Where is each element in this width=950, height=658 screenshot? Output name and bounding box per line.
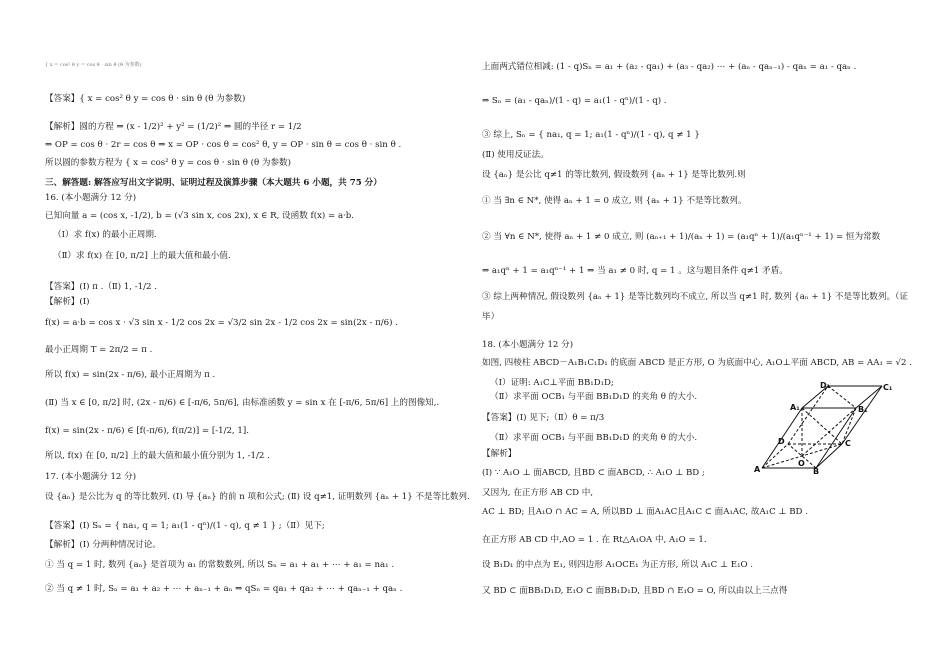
prism-diagram [754,382,914,474]
left-text-line: f(x) = sin(2x - π/6) ∈ [f(-π/6), f(π/2)] = [-1/2, 1]. [45,426,249,436]
right-column [482,0,922,658]
label-C1: C₁ [883,383,893,392]
right-text-line: ② 当 ∀n ∈ N*, 使得 aₙ + 1 ≠ 0 成立, 则 (aₙ₊₁ + 1)/(aₙ + 1) = (a₁qⁿ + 1)/(a₁qⁿ⁻¹ + 1) = 恒为常数 [482,232,881,242]
right-text-line: 又因为, 在正方形 AB CD 中, [482,488,594,498]
left-text-line: f(x) = a·b = cos x · √3 sin x - 1/2 cos 2x = √3/2 sin 2x - 1/2 cos 2x = sin(2x - π/6) . [45,318,398,328]
left-text-line: 【答案】(Ⅰ) Sₙ = { na₁, q = 1; a₁(1 - qⁿ)/(1 - q), q ≠ 1 } ;（Ⅱ）见下; [45,521,325,531]
label-D: D [778,437,785,446]
left-text-line: 【解析】(Ⅰ) [45,297,90,307]
left-text-line: 【答案】{ x = cos² θ y = cos θ · sin θ (θ 为参数) [45,94,246,104]
right-text-line: （Ⅱ）求平面 OCB₁ 与平面 BB₁D₁D 的夹角 θ 的大小. [490,392,698,402]
left-column [45,0,485,658]
left-text-line: 17. (本小题满分 12 分) [45,472,137,482]
label-C: C [845,439,851,448]
left-text-line: 所以 f(x) = sin(2x - π/6), 最小正周期为 π . [45,370,216,380]
left-text-line: 16. (本小题满分 12 分) [45,193,137,203]
left-text-line: ② 当 q ≠ 1 时, Sₙ = a₁ + a₂ + ⋯ + aₙ₋₁ + aₙ ⇒ qSₙ = qa₁ + qa₂ + ⋯ + qaₙ₋₁ + qaₙ . [45,584,403,594]
right-text-line: ③ 综上, Sₙ = { na₁, q = 1; a₁(1 - qⁿ)/(1 - q), q ≠ 1 } [482,130,700,140]
left-text-line: (Ⅱ) 当 x ∈ [0, π/2] 时, (2x - π/6) ∈ [-π/6, 5π/6], 由标准函数 y = sin x 在 [-π/6, 5π/6] 上的图像知,. [45,398,440,408]
left-text-line: 所以, f(x) 在 [0, π/2] 上的最大值和最小值分别为 1, -1/2 . [45,451,270,461]
edge-DD1 [788,386,828,444]
label-A: A [754,465,761,474]
right-text-line: 如图, 四棱柱 ABCD－A₁B₁C₁D₁ 的底面 ABCD 是正方形, O 为底面中心, A₁O⊥平面 ABCD, AB = AA₁ = √2 . [482,358,912,368]
left-text-line: ⇒ OP = cos θ · 2r = cos θ ⇒ x = OP · cos θ = cos² θ, y = OP · sin θ = cos θ · sin θ . [45,140,402,150]
left-text-line: 设 {aₙ} 是公比为 q 的等比数列. (Ⅰ) 导 {aₙ} 的前 n 项和公式; (Ⅱ) 设 q≠1, 证明数列 {aₙ + 1} 不是等比数列. [45,492,470,502]
right-text-line: （Ⅱ）求平面 OCB₁ 与平面 BB₁D₁D 的夹角 θ 的大小. [490,433,698,443]
label-B: B [813,467,820,474]
right-text-line: (Ⅱ) 使用反证法。 [482,150,549,160]
right-text-line: 上面两式错位相减: (1 - q)Sₙ = a₁ + (a₂ - qa₁) + (a₃ - qa₂) ⋯ + (aₙ - qaₙ₋₁) - qaₙ = a₁ - qaₙ . [482,62,857,72]
left-text-line: （Ⅰ）求 f(x) 的最小正周期. [53,230,157,240]
right-text-line: 【解析】 [482,449,517,459]
left-text-line: （Ⅱ）求 f(x) 在 [0, π/2] 上的最大值和最小值. [53,251,231,261]
left-text-line: ① 当 q = 1 时, 数列 {aₙ} 是首项为 a₁ 的常数数列, 所以 Sₙ = a₁ + a₁ + ⋯ + a₁ = na₁ . [45,560,395,570]
left-text-line: { x = cos² θ y = cos θ · sin θ (θ 为参数) [45,62,142,68]
label-B1: B₁ [858,405,868,414]
left-text-line: 【解析】(Ⅰ) 分两种情况讨论。 [45,540,161,550]
left-text-line: 【答案】(Ⅰ) π .（Ⅱ) 1, -1/2 . [45,282,157,292]
right-text-line: （Ⅰ）证明: A₁C⊥平面 BB₁D₁D; [490,378,614,388]
right-text-line: ③ 综上两种情况, 假设数列 {aₙ + 1} 是等比数列均不成立, 所以当 q≠1 时, 数列 {aₙ + 1} 不是等比数列。（证 [482,292,908,302]
right-text-line: 毕） [482,312,500,322]
right-text-line: AC ⊥ BD; 且A₁O ∩ AC = A, 所以BD ⊥ 面A₁AC且A₁C ⊂ 面A₁AC, 故A₁C ⊥ BD . [482,507,808,517]
right-text-line: 又 BD ⊂ 面BB₁D₁D, E₁O ⊂ 面BB₁D₁D, 且BD ∩ E₁O = O, 所以由以上三点得 [482,586,788,596]
right-text-line: ① 当 ∃n ∈ N*, 使得 aₙ + 1 = 0 成立, 则 {aₙ + 1} 不是等比数列。 [482,196,747,206]
left-text-line: 三、解答题: 解答应写出文字说明、证明过程及演算步骤（本大题共 6 小题，共 75 分） [45,178,382,188]
right-text-line: ⇒ a₁qⁿ + 1 = a₁qⁿ⁻¹ + 1 ⇒ 当 a₁ ≠ 0 时, q = 1 。这与题目条件 q≠1 矛盾。 [482,266,788,276]
label-O: O [798,459,805,468]
right-text-line: 在正方形 AB CD 中,AO = 1 . 在 Rt△A₁OA 中, A₁O = 1. [482,535,707,545]
label-D1: D₁ [820,382,831,390]
left-text-line: 已知向量 a = (cos x, -1/2), b = (√3 sin x, cos 2x), x ∈ R, 设函数 f(x) = a·b. [45,211,355,221]
right-text-line: 设 B₁D₁ 的中点为 E₁, 则四边形 A₁OCE₁ 为正方形, 所以 A₁C ⊥ E₁O . [482,560,754,570]
right-text-line: (Ⅰ) ∵ A₁O ⊥ 面ABCD, 且BD ⊂ 面ABCD, ∴ A₁O ⊥ BD ; [482,468,705,478]
right-text-line: 【答案】(Ⅰ) 见下;（Ⅱ）θ = π/3 [482,413,605,423]
label-A1: A₁ [790,403,800,412]
seg-D1B1 [828,386,856,408]
right-text-line: 设 {aₙ} 是公比 q≠1 的等比数列, 假设数列 {aₙ + 1} 是等比数列.则 [482,170,746,180]
right-text-line: 18. (本小题满分 12 分) [482,340,574,350]
right-text-line: ⇒ Sₙ = (a₁ - qaₙ)/(1 - q) = a₁(1 - qⁿ)/(1 - q) . [482,96,667,106]
left-text-line: 所以圆的参数方程为 { x = cos² θ y = cos θ · sin θ (θ 为参数) [45,158,292,168]
left-text-line: 【解析】圆的方程 ⇒ (x - 1/2)² + y² = (1/2)² ⇒ 圆的半径 r = 1/2 [45,122,302,132]
left-text-line: 最小正周期 T = 2π/2 = π . [45,345,153,355]
